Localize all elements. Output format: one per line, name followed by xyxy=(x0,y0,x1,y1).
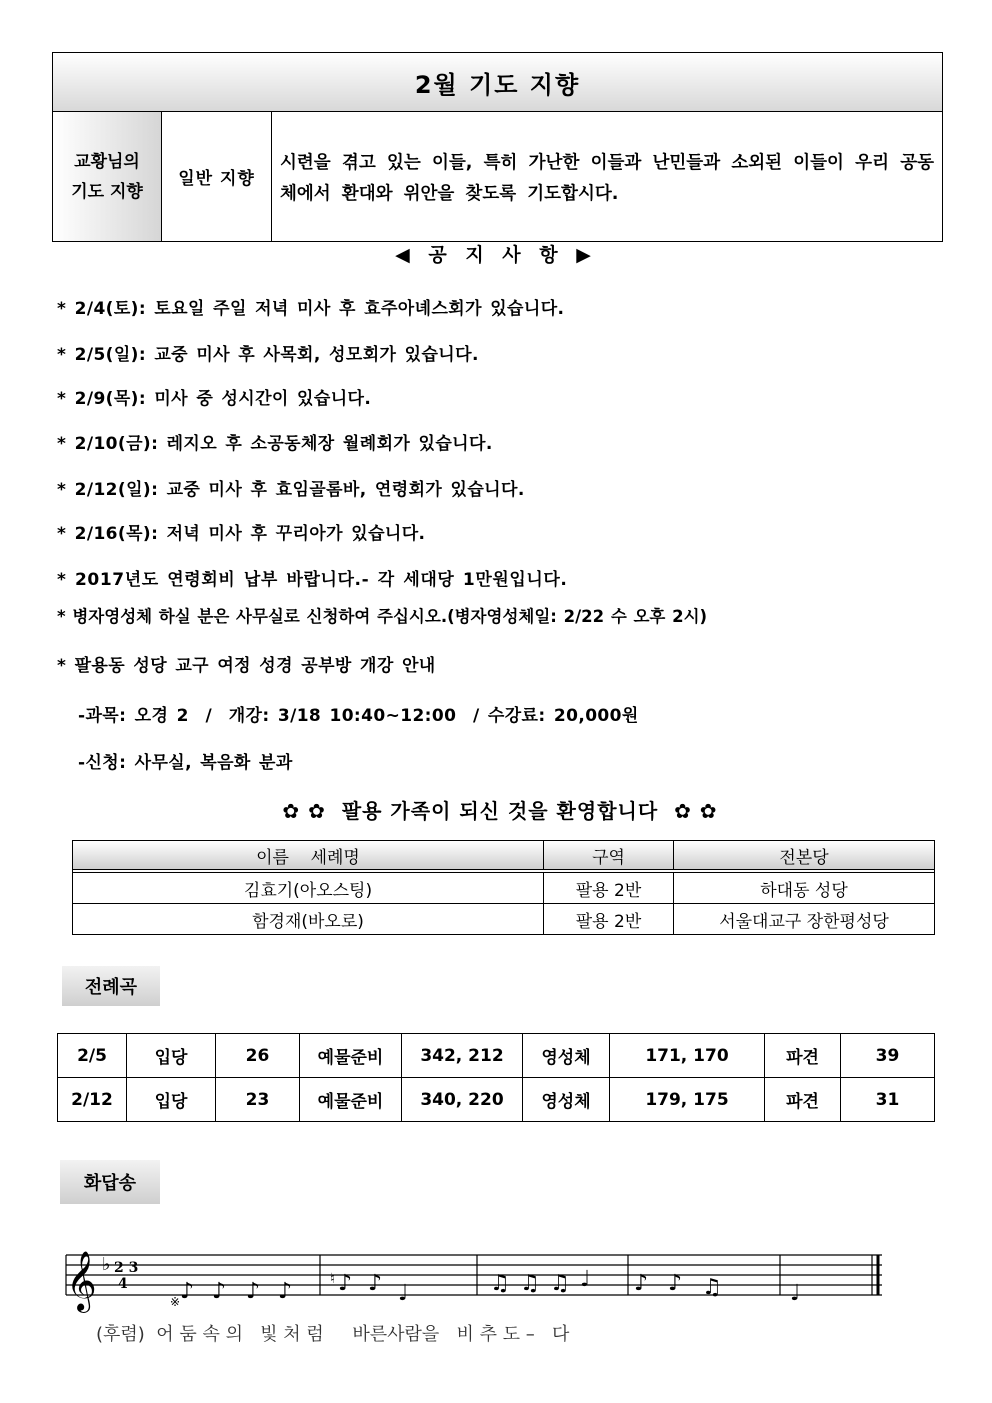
note-icon: ♪ xyxy=(212,1279,227,1304)
psalm-lyrics: (후렴) 어 둠 속 의 빛 처 럼 바른사람을 비 추 도 – 다 xyxy=(96,1324,570,1345)
hymn-dismissal-number: 39 xyxy=(875,1045,900,1066)
table-row xyxy=(73,903,934,934)
note-icon: ♪ xyxy=(180,1279,195,1304)
hymn-communion-number: 179, 175 xyxy=(610,1078,765,1121)
hymn-dismissal-number: 31 xyxy=(875,1089,900,1110)
note-icon: ♪ xyxy=(246,1279,261,1304)
hymn-offertory-number: 342, 212 xyxy=(402,1034,523,1077)
refrain-mark-icon: ※ xyxy=(170,1295,181,1309)
hymn-offertory-label: 예물준비 xyxy=(300,1034,402,1077)
header-name: 이름 세례명 xyxy=(73,841,544,869)
prayer-text: 시련을 겪고 있는 이들, 특히 가난한 이들과 난민들과 소외된 이들이 우리 공동체에서 환대와 위안을 찾도록 기도합시다. xyxy=(280,153,934,204)
psalm-label: 화답송 xyxy=(60,1160,160,1204)
cell-name: 함경재(바오로) xyxy=(73,904,544,934)
time-signature-top: 2 3 xyxy=(114,1260,139,1276)
hymn-dismissal-label: 파견 xyxy=(765,1078,841,1121)
notice-item: * 2017년도 연령회비 납부 바랍니다.- 각 세대당 1만원입니다. xyxy=(57,570,568,590)
prayer-intention-row xyxy=(52,111,943,242)
note-icon: ♩ xyxy=(580,1267,591,1292)
psalm-notes xyxy=(180,1267,800,1306)
note-icon: ♪ xyxy=(668,1271,683,1296)
flat-icon: ♭ xyxy=(102,1254,111,1275)
cell-previous-parish: 서울대교구 장한평성당 xyxy=(719,911,889,932)
hymn-date: 2/5 xyxy=(58,1034,127,1077)
hymn-dismissal-label: 파견 xyxy=(765,1034,841,1077)
cell-name: 김효기(아오스팅) xyxy=(73,873,544,903)
table-row xyxy=(73,873,934,903)
natural-icon: ♮ xyxy=(330,1271,336,1287)
notice-sub-item: -신청: 사무실, 복음화 분과 xyxy=(78,753,293,773)
prayer-title: 2월 기도 지향 xyxy=(52,52,943,111)
note-icon: ♩ xyxy=(790,1281,801,1306)
hymn-offertory-label: 예물준비 xyxy=(300,1078,402,1121)
hymn-offertory-number: 340, 220 xyxy=(402,1078,523,1121)
note-icon: ♫ xyxy=(550,1271,570,1296)
note-icon: ♪ xyxy=(368,1271,383,1296)
notice-item: * 2/12(일): 교중 미사 후 효임골롬바, 연령회가 있습니다. xyxy=(57,480,525,500)
prayer-label-cell xyxy=(53,112,162,241)
treble-clef-icon: 𝄞 xyxy=(66,1251,97,1311)
note-icon: ♫ xyxy=(490,1271,510,1296)
welcome-title: ✿ ✿ 팔용 가족이 되신 것을 환영합니다 ✿ ✿ xyxy=(282,799,718,823)
prayer-label-line1: 교황님의 xyxy=(74,151,140,172)
hymn-entrance-label: 입당 xyxy=(127,1034,216,1077)
hymn-communion-label: 영성체 xyxy=(523,1078,610,1121)
table-row xyxy=(58,1034,934,1077)
notice-sub-item: -과목: 오경 2 / 개강: 3/18 10:40~12:00 / 수강료: 20,000원 xyxy=(78,706,639,726)
welcome-table xyxy=(72,840,935,935)
notice-item: * 팔용동 성당 교구 여정 성경 공부방 개강 안내 xyxy=(57,656,436,676)
table-header-row xyxy=(73,841,934,873)
notice-item: * 병자영성체 하실 분은 사무실로 신청하여 주십시오.(병자영성체일: 2/22 수 오후 2시) xyxy=(57,607,708,626)
note-icon: ♩ xyxy=(398,1281,409,1306)
note-icon: ♪ xyxy=(634,1271,649,1296)
hymn-communion-label: 영성체 xyxy=(523,1034,610,1077)
cell-previous-parish: 하대동 성당 xyxy=(760,880,848,901)
cell-district: 팔용 2반 xyxy=(544,904,674,934)
notice-item: * 2/10(금): 레지오 후 소공동체장 월례회가 있습니다. xyxy=(57,434,493,454)
prayer-label-line2: 기도 지향 xyxy=(71,181,143,202)
header-district: 구역 xyxy=(544,841,674,869)
hymn-entrance-number: 26 xyxy=(216,1034,300,1077)
notice-item: * 2/9(목): 미사 중 성시간이 있습니다. xyxy=(57,389,372,409)
header-previous-parish: 전본당 xyxy=(779,847,829,868)
cell-district: 팔용 2반 xyxy=(544,873,674,903)
notice-item: * 2/16(목): 저녁 미사 후 꾸리아가 있습니다. xyxy=(57,524,426,544)
note-icon: ♫ xyxy=(520,1271,540,1296)
table-row xyxy=(58,1077,934,1121)
hymns-label: 전례곡 xyxy=(62,966,160,1006)
notice-item: * 2/4(토): 토요일 주일 저녁 미사 후 효주아녜스회가 있습니다. xyxy=(57,299,565,319)
hymn-date: 2/12 xyxy=(58,1078,127,1121)
time-signature-bottom: 4 xyxy=(118,1276,128,1292)
hymn-entrance-label: 입당 xyxy=(127,1078,216,1121)
psalm-score xyxy=(62,1238,892,1318)
notice-title: ◀ 공 지 사 항 ▶ xyxy=(395,244,597,266)
hymn-entrance-number: 23 xyxy=(216,1078,300,1121)
note-icon: ♫ xyxy=(702,1275,722,1300)
hymn-table xyxy=(57,1033,935,1122)
note-icon: ♪ xyxy=(278,1279,293,1304)
prayer-category: 일반 지향 xyxy=(162,112,272,241)
notice-item: * 2/5(일): 교중 미사 후 사목회, 성모회가 있습니다. xyxy=(57,345,479,365)
note-icon: ♪ xyxy=(338,1271,353,1296)
hymn-communion-number: 171, 170 xyxy=(610,1034,765,1077)
